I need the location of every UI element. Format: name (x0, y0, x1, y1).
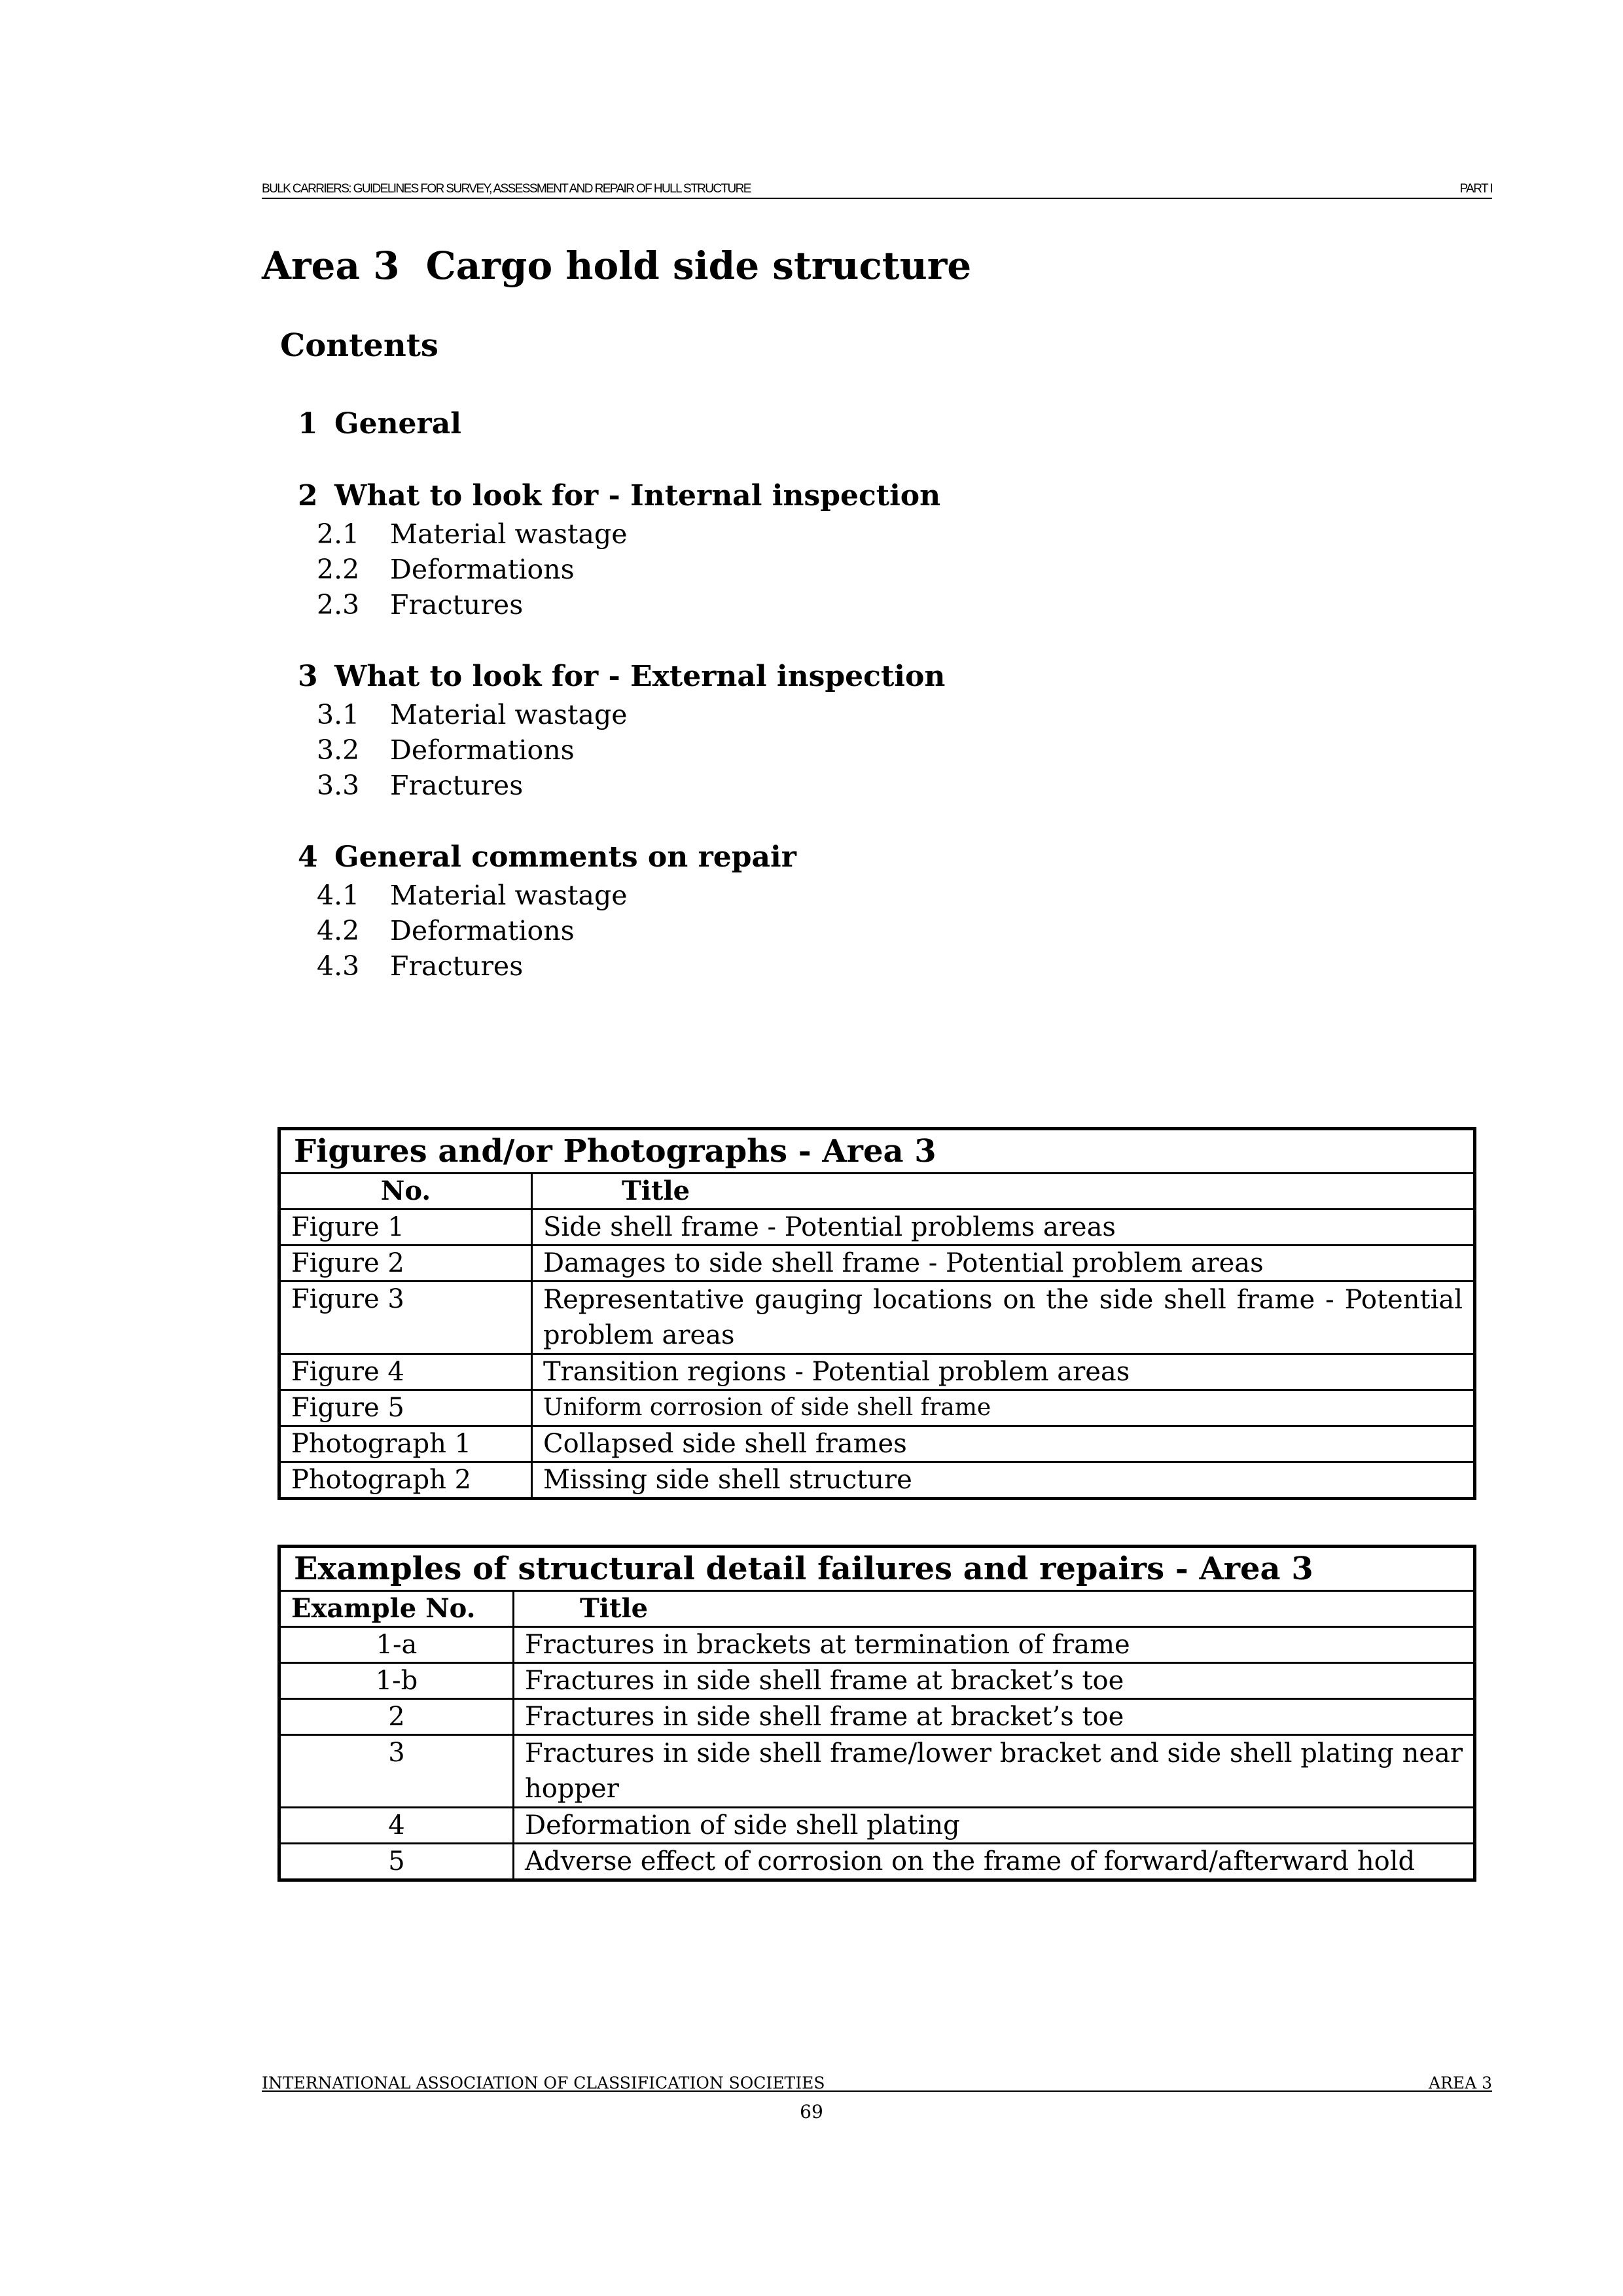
column-header-no: No. (279, 1174, 532, 1210)
contents-subsection (317, 699, 627, 730)
examples-table-caption: Examples of structural detail failures and repairs - Area 3 (279, 1547, 1475, 1591)
running-header (262, 182, 1492, 199)
cell-title: Deformation of side shell plating (514, 1808, 1475, 1844)
contents-subsection (317, 589, 523, 620)
table-header-row (279, 1174, 1475, 1210)
cell-title: Collapsed side shell frames (532, 1426, 1475, 1462)
subsection-label: Material wastage (390, 880, 628, 911)
cell-no: Figure 2 (279, 1246, 532, 1282)
header-part-label: PART I (1459, 182, 1492, 196)
cell-no: 5 (279, 1844, 514, 1880)
cell-title: Fractures in side shell frame at bracket’s toe (514, 1699, 1475, 1735)
section-number: 2 (298, 479, 318, 512)
examples-table (277, 1545, 1476, 1882)
table-row (279, 1210, 1475, 1246)
figures-table (277, 1127, 1476, 1500)
section-number: 3 (298, 660, 318, 693)
table-caption-row (279, 1547, 1475, 1591)
subsection-label: Material wastage (390, 699, 628, 730)
cell-no: Figure 3 (279, 1282, 532, 1354)
contents-section (298, 840, 796, 874)
subsection-number: 4.1 (317, 880, 360, 911)
section-label: What to look for - External inspection (334, 660, 946, 693)
subsection-number: 3.2 (317, 734, 360, 766)
page-title-name: Cargo hold side structure (425, 243, 972, 288)
cell-no: Photograph 1 (279, 1426, 532, 1462)
section-number: 1 (298, 407, 318, 440)
cell-title: Representative gauging locations on the side shell frame - Potential problem areas (532, 1282, 1475, 1354)
table-row (279, 1699, 1475, 1735)
contents-subsection (317, 770, 523, 801)
cell-no: Figure 5 (279, 1390, 532, 1426)
contents-subsection (317, 880, 627, 911)
subsection-label: Fractures (390, 589, 524, 620)
table-row (279, 1246, 1475, 1282)
page-title-area: Area 3 (262, 243, 400, 288)
subsection-number: 3.3 (317, 770, 360, 801)
contents-subsection (317, 554, 575, 585)
subsection-label: Material wastage (390, 518, 628, 550)
cell-no: 1-b (279, 1663, 514, 1699)
subsection-label: Deformations (390, 915, 575, 946)
table-caption-row (279, 1129, 1475, 1174)
subsection-label: Deformations (390, 554, 575, 585)
figures-table-caption: Figures and/or Photographs - Area 3 (279, 1129, 1475, 1174)
cell-no: Photograph 2 (279, 1462, 532, 1499)
section-number: 4 (298, 840, 318, 874)
column-header-title: Title (532, 1174, 1475, 1210)
cell-title: Fractures in brackets at termination of frame (514, 1627, 1475, 1663)
cell-title: Side shell frame - Potential problems areas (532, 1210, 1475, 1246)
cell-title: Damages to side shell frame - Potential problem areas (532, 1246, 1475, 1282)
cell-no: Figure 1 (279, 1210, 532, 1246)
subsection-label: Fractures (390, 770, 524, 801)
cell-no: 2 (279, 1699, 514, 1735)
subsection-label: Fractures (390, 950, 524, 982)
table-row (279, 1627, 1475, 1663)
table-row (279, 1808, 1475, 1844)
cell-title: Fractures in side shell frame/lower bracket and side shell plating near hopper (514, 1735, 1475, 1808)
table-row (279, 1462, 1475, 1499)
column-header-title: Title (514, 1591, 1475, 1627)
section-label: General comments on repair (334, 840, 796, 874)
contents-subsection (317, 518, 627, 550)
subsection-number: 2.3 (317, 589, 360, 620)
table-row (279, 1735, 1475, 1808)
cell-title: Missing side shell structure (532, 1462, 1475, 1499)
contents-subsection (317, 915, 575, 946)
page-number: 69 (800, 2101, 823, 2123)
subsection-number: 4.3 (317, 950, 360, 982)
section-label: General (334, 407, 461, 440)
cell-title: Uniform corrosion of side shell frame (532, 1390, 1475, 1426)
footer-area-label: AREA 3 (1428, 2073, 1492, 2092)
cell-no: 3 (279, 1735, 514, 1808)
contents-section (298, 479, 940, 512)
section-label: What to look for - Internal inspection (334, 479, 941, 512)
subsection-number: 2.1 (317, 518, 360, 550)
cell-title: Fractures in side shell frame at bracket’s toe (514, 1663, 1475, 1699)
table-header-row (279, 1591, 1475, 1627)
cell-no: 4 (279, 1808, 514, 1844)
footer-organization: INTERNATIONAL ASSOCIATION OF CLASSIFICATION SOCIETIES (262, 2073, 825, 2092)
table-row (279, 1426, 1475, 1462)
header-document-title: BULK CARRIERS: GUIDELINES FOR SURVEY, ASSESSMENT AND REPAIR OF HULL STRUCTURE (262, 182, 751, 196)
page-title (262, 243, 971, 288)
table-row (279, 1354, 1475, 1390)
column-header-no: Example No. (279, 1591, 514, 1627)
contents-heading: Contents (280, 327, 438, 364)
cell-title: Transition regions - Potential problem areas (532, 1354, 1475, 1390)
cell-no: 1-a (279, 1627, 514, 1663)
contents-section (298, 407, 461, 440)
cell-title: Adverse effect of corrosion on the frame of forward/afterward hold (514, 1844, 1475, 1880)
table-row (279, 1663, 1475, 1699)
subsection-number: 2.2 (317, 554, 360, 585)
table-row (279, 1282, 1475, 1354)
subsection-number: 3.1 (317, 699, 360, 730)
subsection-number: 4.2 (317, 915, 360, 946)
contents-subsection (317, 950, 523, 982)
subsection-label: Deformations (390, 734, 575, 766)
contents-subsection (317, 734, 575, 766)
running-footer (262, 2073, 1492, 2092)
cell-no: Figure 4 (279, 1354, 532, 1390)
table-row (279, 1844, 1475, 1880)
table-row (279, 1390, 1475, 1426)
contents-section (298, 660, 945, 693)
